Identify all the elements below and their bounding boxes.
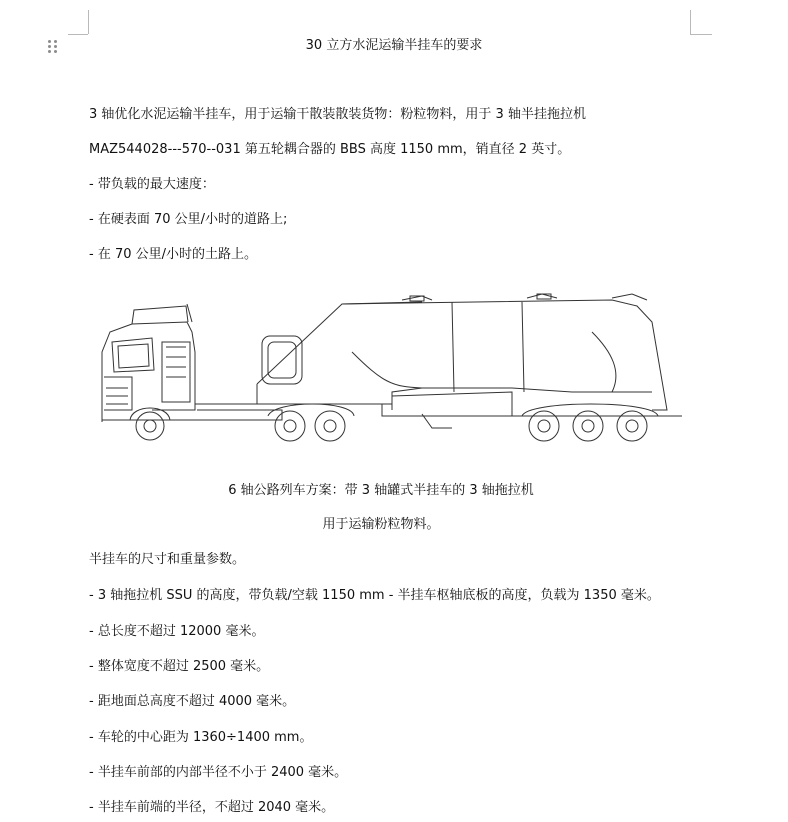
page-corner-mark-top-right <box>690 10 691 34</box>
truck-trailer-illustration <box>92 292 688 452</box>
param-line-5: - 车轮的中心距为 1360÷1400 mm。 <box>89 730 313 745</box>
body-line-1: 3 轴优化水泥运输半挂车，用于运输干散装散装货物：粉粒物料，用于 3 轴半挂拖拉机 <box>89 107 586 122</box>
figure-caption-line-1: 6 轴公路列车方案：带 3 轴罐式半挂车的 3 轴拖拉机 <box>228 483 534 498</box>
page-corner-mark-top-right-h <box>690 34 712 35</box>
param-line-4: - 距地面总高度不超过 4000 毫米。 <box>89 694 296 709</box>
page-corner-mark-top-left-h <box>68 34 88 35</box>
body-line-5: - 在 70 公里/小时的土路上。 <box>89 247 258 262</box>
params-heading: 半挂车的尺寸和重量参数。 <box>89 552 246 567</box>
param-line-3: - 整体宽度不超过 2500 毫米。 <box>89 659 270 674</box>
page-title: 30 立方水泥运输半挂车的要求 <box>305 38 483 53</box>
page-corner-mark-top-left <box>88 10 89 34</box>
body-line-3: - 带负载的最大速度： <box>89 177 215 192</box>
param-line-1: - 3 轴拖拉机 SSU 的高度，带负载/空载 1150 mm - 半挂车枢轴底板的高度，负载为 1350 毫米。 <box>89 588 660 603</box>
body-line-4: - 在硬表面 70 公里/小时的道路上; <box>89 212 288 227</box>
param-line-7: - 半挂车前端的半径，不超过 2040 毫米。 <box>89 800 335 815</box>
body-line-2: MAZ544028---570--031 第五轮耦合器的 BBS 高度 1150 mm，销直径 2 英寸。 <box>89 142 571 157</box>
figure-caption-line-2: 用于运输粉粒物料。 <box>322 517 440 532</box>
param-line-6: - 半挂车前部的内部半径不小于 2400 毫米。 <box>89 765 348 780</box>
param-line-2: - 总长度不超过 12000 毫米。 <box>89 624 265 639</box>
